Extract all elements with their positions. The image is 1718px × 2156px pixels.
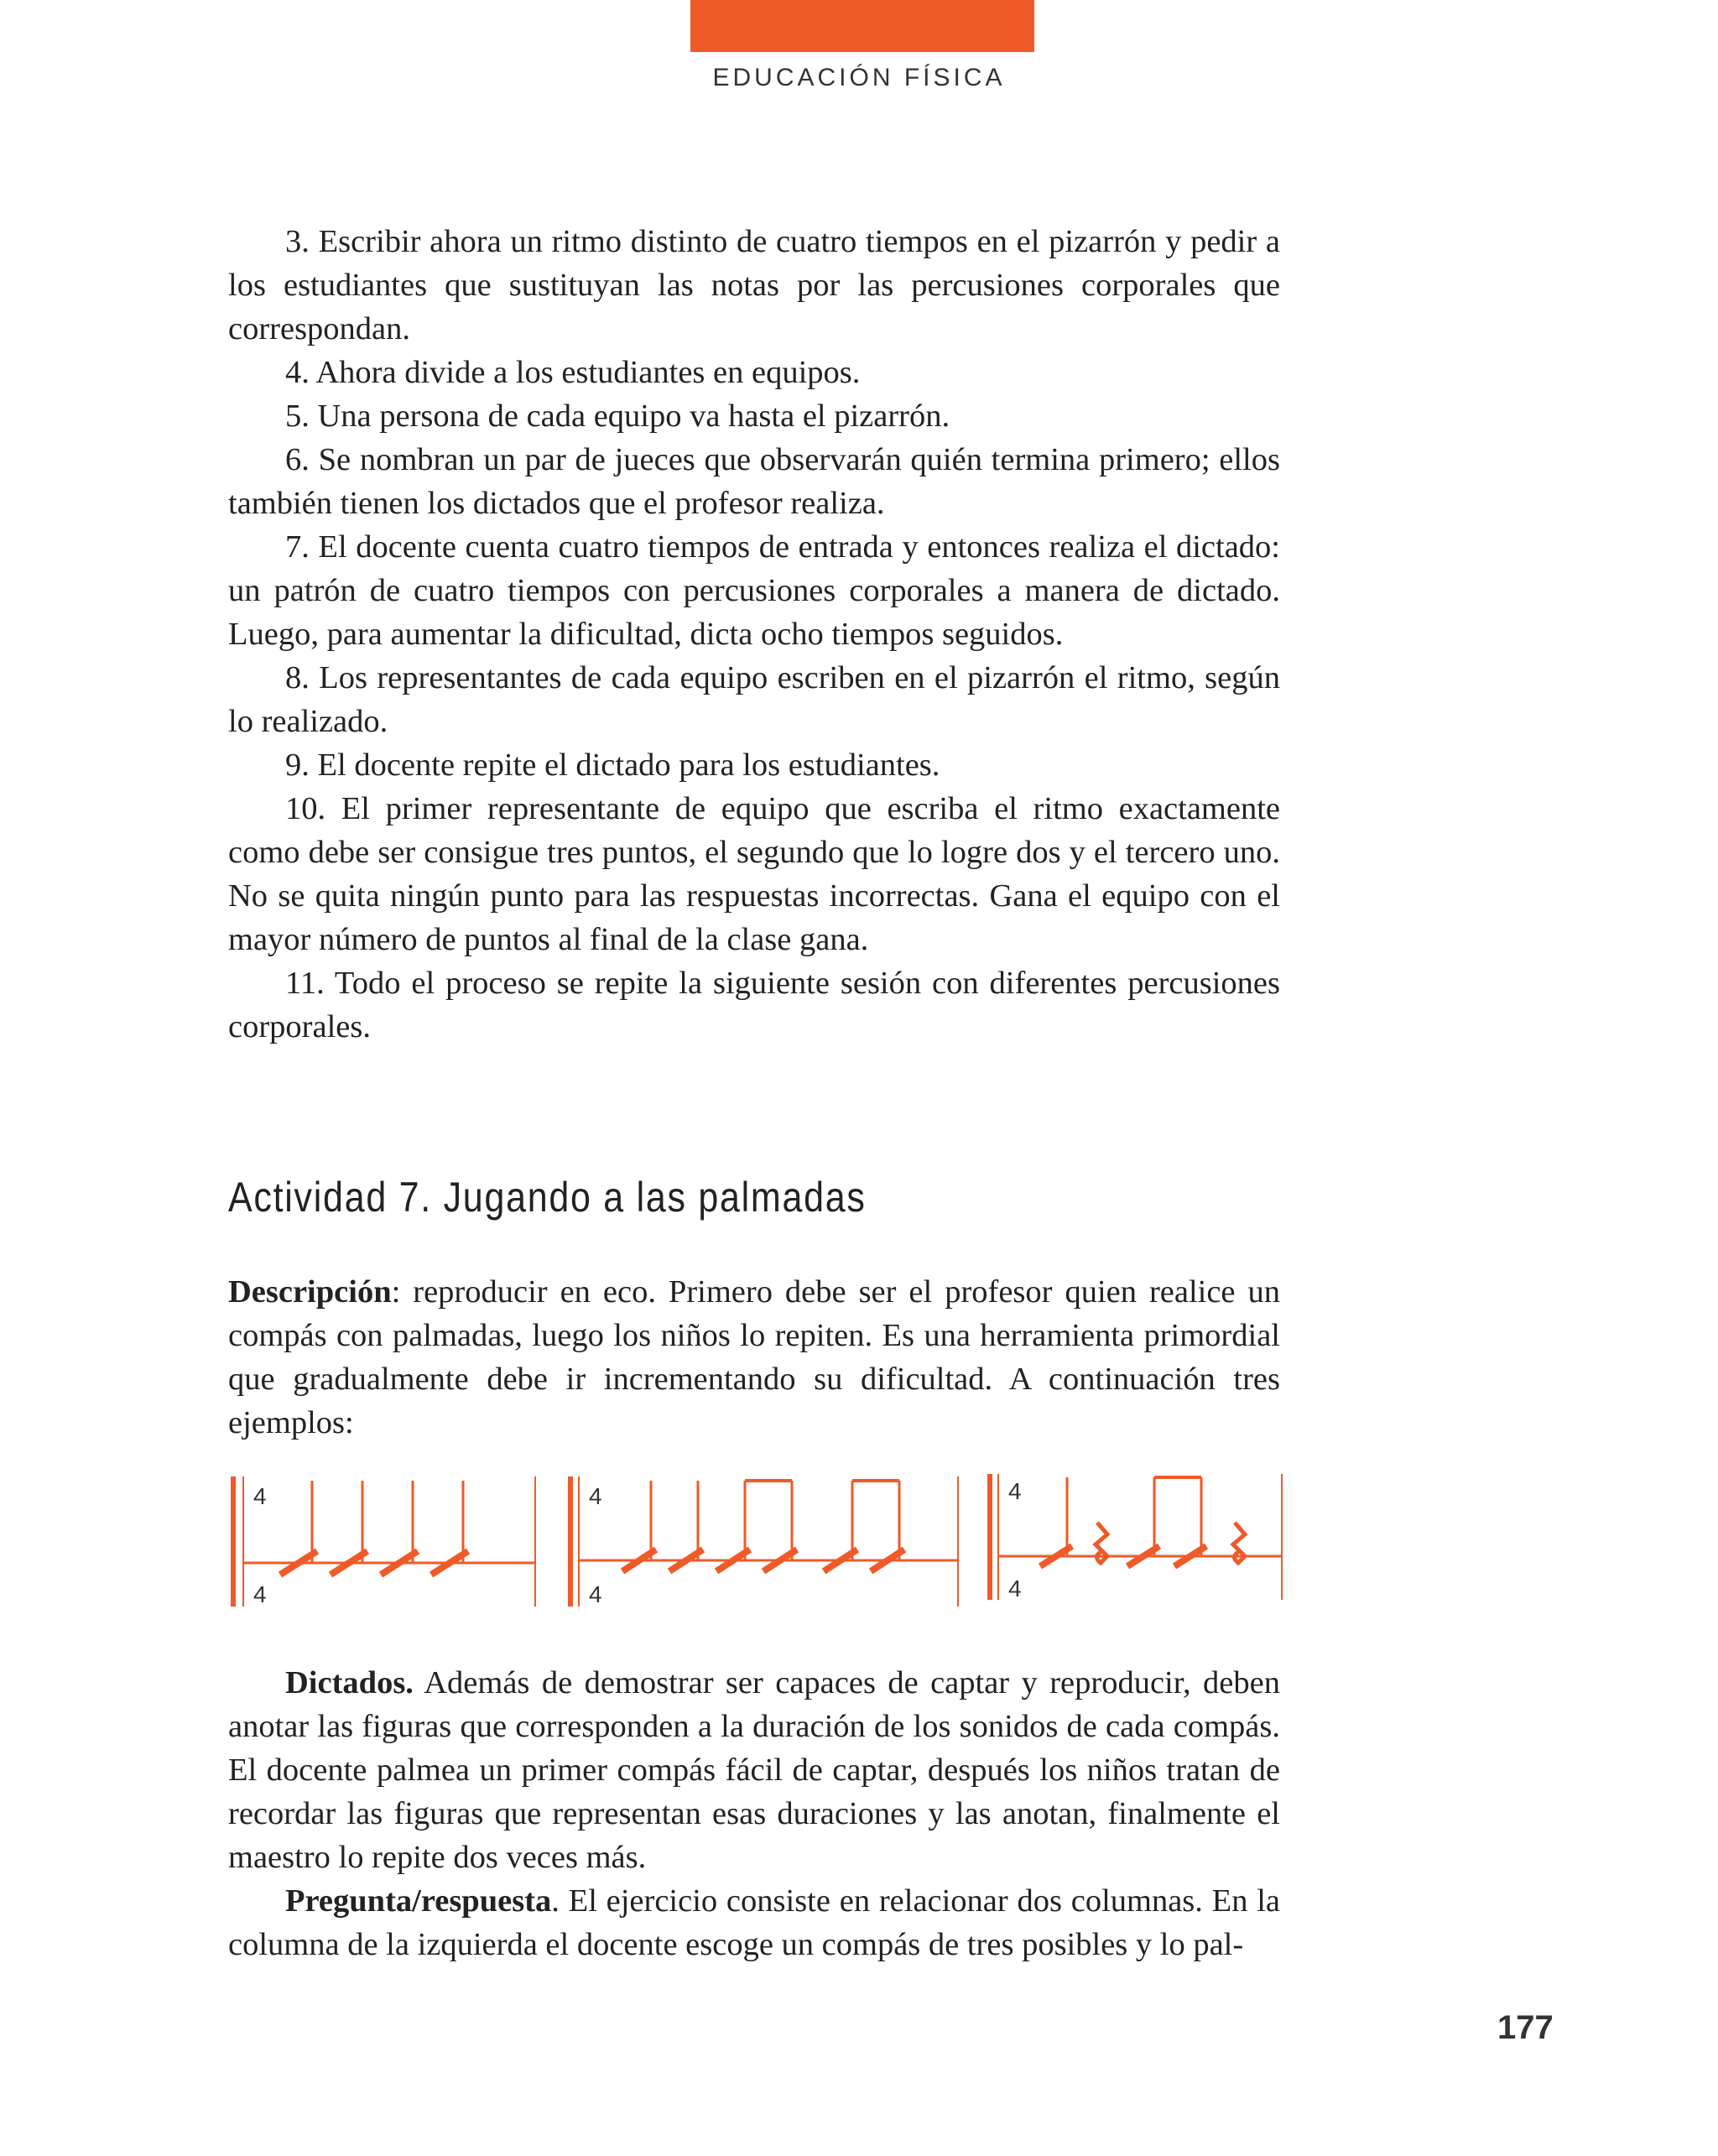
dictados-label: Dictados. [285, 1665, 414, 1700]
steps-list [228, 220, 1280, 1049]
pregunta-paragraph [228, 1879, 1280, 1966]
running-head: EDUCACIÓN FÍSICA [712, 64, 1006, 91]
step-5: 5. Una persona de cada equipo va hasta el pizarrón. [285, 398, 950, 434]
dictados-paragraph [228, 1661, 1280, 1879]
description-text: : reproducir en eco. Primero debe ser el profesor quien realice un compás con palmadas, luego los niños lo repiten. Es una herramienta primordial que gradualmente debe ir incrementando su dificultad. A continuación tres ejemplos: [228, 1274, 1280, 1440]
svg-text:4: 4 [253, 1483, 267, 1509]
activity-description [228, 1270, 1280, 1445]
svg-text:4: 4 [1008, 1478, 1022, 1504]
step-11: 11. Todo el proceso se repite la siguiente sesión con diferentes percusiones corporales. [228, 966, 1280, 1044]
rhythm-example-3 [990, 1474, 1282, 1600]
time-signatures [253, 1478, 1022, 1607]
notes [1040, 1477, 1245, 1566]
svg-text:4: 4 [1008, 1575, 1022, 1601]
step-7: 7. El docente cuenta cuatro tiempos de entrada y entonces realiza el dictado: un patrón de cuatro tiempos con percusiones corporales a manera de dictado. Luego, para aumentar la dificultad, dicta ocho tiempos seguidos. [228, 529, 1280, 652]
notes [280, 1481, 468, 1575]
closing-paragraphs [228, 1661, 1280, 1966]
pregunta-label: Pregunta/respuesta [285, 1883, 552, 1919]
step-6: 6. Se nombran un par de jueces que observarán quién termina primero; ellos también tienen los dictados que el profesor realiza. [228, 442, 1280, 521]
svg-text:4: 4 [253, 1581, 267, 1607]
step-4: 4. Ahora divide a los estudiantes en equipos. [285, 355, 861, 390]
svg-text:4: 4 [589, 1483, 602, 1509]
rhythm-example-1 [233, 1476, 535, 1607]
rhythm-example-2 [570, 1476, 958, 1607]
dictados-text: Además de demostrar ser capaces de captar y reproducir, deben anotar las figuras que corresponden a la duración de los sonidos de cada compás. El docente palmea un primer compás fácil de captar, después los niños tratan de recordar las figuras que representan esas duraciones y las anotan, finalmente el maestro lo repite dos veces más. [228, 1665, 1280, 1875]
pregunta-text: . El ejercicio consiste en relacionar dos columnas. En la columna de la izquierda el docente escoge un compás de tres posibles y lo pal- [228, 1883, 1280, 1962]
step-3: 3. Escribir ahora un ritmo distinto de cuatro tiempos en el pizarrón y pedir a los estudiantes que sustituyan las notas por las percusiones corporales que correspondan. [228, 224, 1280, 346]
step-9: 9. El docente repite el dictado para los estudiantes. [285, 747, 940, 783]
notes [622, 1481, 904, 1571]
rhythm-examples [223, 1464, 1288, 1615]
step-10: 10. El primer representante de equipo que escriba el ritmo exactamente como debe ser consigue tres puntos, el segundo que lo logre dos y el tercero uno. No se quita ningún punto para las respuestas incorrectas. Gana el equipo con el mayor número de puntos al final de la clase gana. [228, 791, 1280, 957]
step-8: 8. Los representantes de cada equipo escriben en el pizarrón el ritmo, según lo realizado. [228, 660, 1280, 739]
page-number: 177 [1497, 2009, 1554, 2046]
activity-heading: Actividad 7. Jugando a las palmadas [228, 1174, 867, 1221]
svg-text:4: 4 [589, 1581, 602, 1607]
description-label: Descripción [228, 1274, 392, 1310]
description-paragraph [228, 1270, 1280, 1445]
header-accent-tab [690, 0, 1034, 52]
